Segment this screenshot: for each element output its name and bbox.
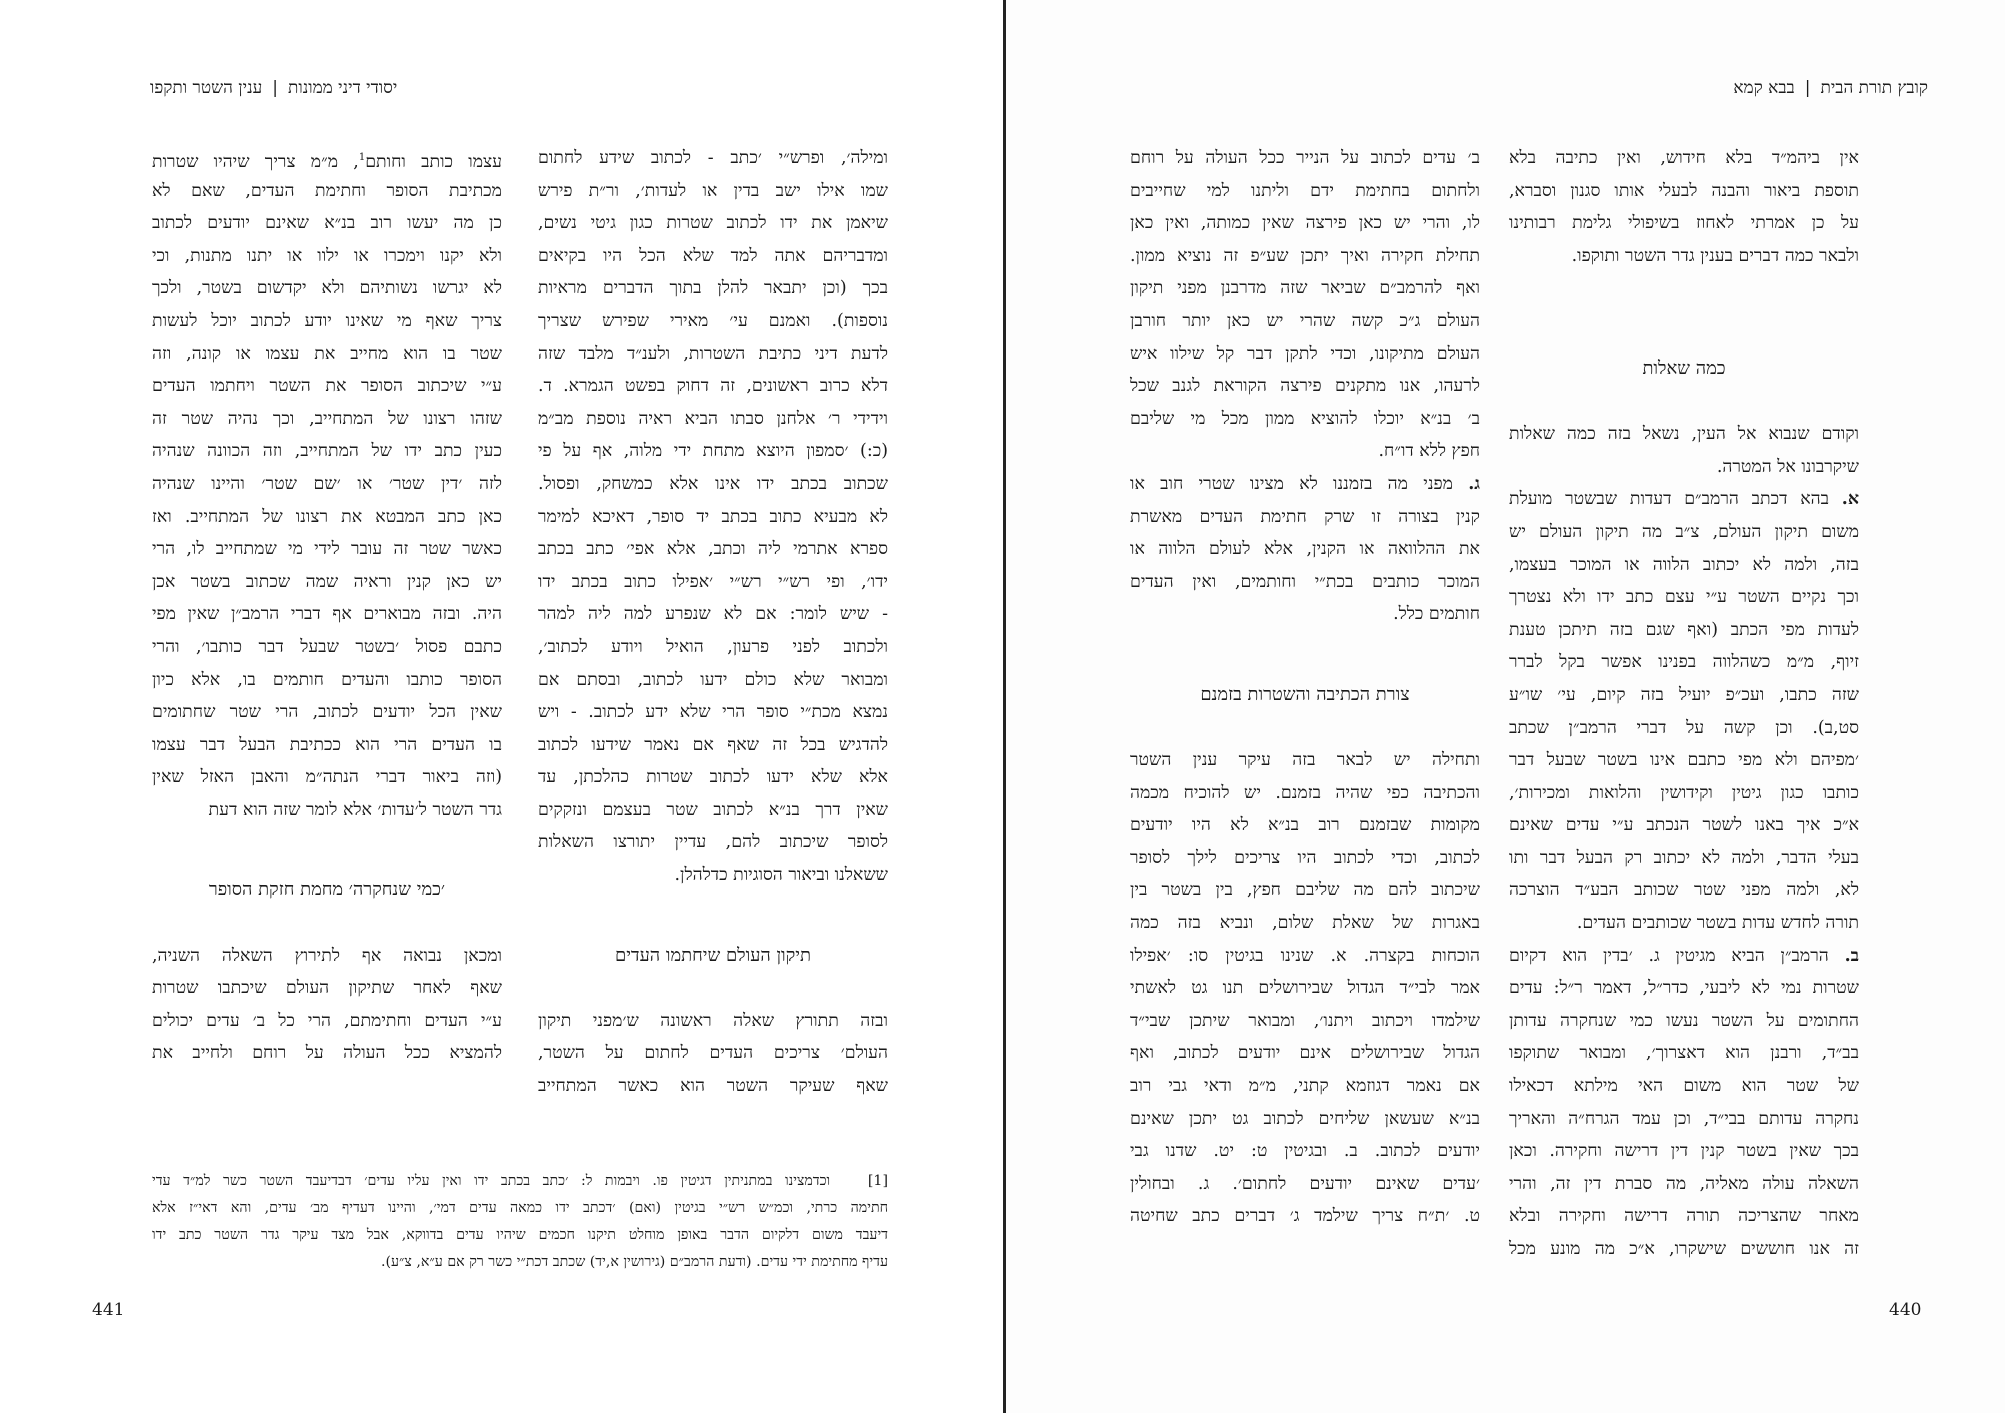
text-line: שיקרבונו אל המטרה. — [1716, 456, 1859, 477]
footnote-line: [1] וכדמצינו במתניתין דגיטין פו. ויבמות ל: ׳כתב בכתב ידו ואין עליו עדים׳ דבדיעבד השטר כשר למ״ד עדי — [152, 1173, 888, 1189]
journal-title: קובץ תורת הבית — [1820, 78, 1928, 98]
text-line: חפץ ללא דו״ח. — [1378, 441, 1480, 462]
right-page-left-column — [1130, 142, 1480, 1233]
text-line: (כ:) ׳סמפון היוצא מתחת ידי מלוה, אף על פי — [538, 441, 888, 462]
right-page — [1006, 0, 2005, 1413]
text-line: לזה ׳דין שטר׳ או ׳שם שטר׳ והיינו שנהיה — [152, 473, 502, 494]
text-line: אלא שלא ידעו לכתוב שטרות כהלכתן, עד — [538, 767, 888, 788]
text-line: שטר בו הוא מחייב את עצמו או קונה, וזה — [152, 343, 502, 364]
text-line: על כן אמרתי לאחוז בשיפולי גלימת רבותינו — [1509, 213, 1859, 234]
text-line: לרעהו, אנו מתקנים פירצה הקוראת לגנב שכל — [1130, 376, 1480, 397]
text-line: אמר לבי״ד הגדול שבירושלים תנו גט לאשתי — [1130, 978, 1480, 999]
text-line: בב״ד, ורבנן הוא דאצרוך׳, ומבואר שתוקפו — [1509, 1043, 1859, 1064]
text-line: לסופר שיכתוב להם, עדיין יתורצו השאלות — [538, 832, 888, 853]
series-title: יסודי דיני ממונות — [288, 78, 398, 98]
text-line: ובזה תתורץ שאלה ראשונה ש׳מפני תיקון — [538, 1010, 888, 1031]
text-line: ע״י העדים וחתימתם, הרי כל ב׳ עדים יכולים — [152, 1010, 502, 1031]
text-line: שאף שעיקר השטר הוא כאשר המתחייב — [538, 1076, 888, 1097]
spacer — [1509, 272, 1859, 320]
text-line: ומכאן נבואה אף לתירוץ השאלה השניה, — [152, 945, 502, 966]
text-line: שזהו רצונו של המתחייב, וכך נהיה שטר זה — [152, 408, 502, 429]
running-head-left — [150, 78, 397, 98]
right-page-right-column — [1509, 142, 1859, 1266]
text-line: להדגיש בכל זה שאף אם נאמר שידעו לכתוב — [538, 734, 888, 755]
text-line: ולבאר כמה דברים בענין גדר השטר ותוקפו. — [1571, 245, 1859, 266]
section-heading: תיקון העולם שיחתמו העדים — [614, 944, 811, 966]
page-number: 440 — [1889, 1300, 1922, 1320]
text-line: כן מה יעשו רוב בנ״א שאינם יודעים לכתוב — [152, 213, 502, 234]
text-line: העולם מתיקונו, וכדי לתקן דבר קל שילוו איש — [1130, 343, 1480, 364]
text-line: נמצא מכת״י סופר הרי שלא ידע לכתוב. - ויש — [538, 702, 888, 723]
text-line: את ההלוואה או הקנין, אלא לעולם הלווה או — [1130, 539, 1480, 560]
text-line: זיוף, מ״מ כשהלווה בפנינו אפשר בקל לברר — [1509, 652, 1859, 673]
spacer — [1130, 712, 1480, 745]
spacer — [1130, 631, 1480, 679]
footnote-line: עדיף מחתימת ידי עדים. (ודעת הרמב״ם (גירושין א,יד) שכתב דכת״י כשר רק אם ע״א, צ״ע). — [380, 1254, 888, 1270]
text-line: ותחילה יש לבאר בזה עיקר ענין השטר — [1130, 750, 1480, 771]
text-line: נוספות). ואמנם עי׳ מאירי שפירש שצריך — [538, 310, 888, 331]
text-line: לכתוב, וכדי לכתוב היו צריכים לילך לסופר — [1130, 847, 1480, 868]
text-line: אין ביהמ״ד בלא חידוש, ואין כתיבה בלא — [1509, 148, 1859, 168]
text-line: תחילת חקירה ואיך יתכן שע״פ זה נוציא ממון. — [1130, 245, 1480, 266]
text-line: משום תיקון העולם, צ״ב מה תיקון העולם יש — [1509, 521, 1859, 542]
text-line: לא מבעיא כתוב בכתב יד סופר, דאיכא למימר — [538, 506, 888, 527]
text-line: תורה לחדש עדות בשטר שכותבים העדים. — [1576, 913, 1859, 934]
footnote-line: חתימה כרתי, וכמ״ש רש״י בגיטין (ואם) ׳דכתב ידו כמאה עדים דמי׳, והיינו דעדיף מב׳ עדים, והא דאי״ז אלא — [152, 1200, 888, 1216]
text-line: גדר השטר ל׳עדות׳ אלא לומר שזה הוא דעת — [208, 799, 502, 820]
text-line: ב׳ עדים לכתוב על הנייר ככל העולה על רוחם — [1130, 148, 1480, 168]
spacer — [1509, 320, 1859, 353]
text-line: ומדבריהם אתה למד שלא הכל היו בקיאים — [538, 245, 888, 266]
text-line: (וזה ביאור דברי הנתה״מ והאבן האזל שאין — [152, 767, 502, 788]
text-line: בכך (וכן יתבאר להלן בתוך הדברים מראיות — [538, 278, 888, 299]
text-line: ידו׳, ופי רש״י רש״י ׳אפילו כתוב בכתב ידו — [538, 571, 888, 592]
text-line: ׳עדים שאינם יודעים לחתום׳. ג. ובחולין — [1130, 1173, 1480, 1194]
text-line: ומבואר שלא כולם ידעו לכתוב, ובסתם אם — [538, 669, 888, 690]
text-line: שכתוב בכתב ידו אינו אלא כמשחק, ופסול. — [538, 473, 888, 494]
text-line: הוכחות בקצרה. א. שנינו בגיטין סו: ׳אפילו — [1130, 945, 1480, 966]
text-line: מכתיבת הסופר וחתימת העדים, שאם לא — [152, 180, 502, 201]
text-line: כאן כתב המבטא את רצונו של המתחייב. ואז — [152, 506, 502, 527]
text-line: שמו אילו ישב בדין או לעדות׳, ור״ת פירש — [538, 180, 888, 201]
text-line: העולם׳ צריכים העדים לחתום על השטר, — [538, 1043, 888, 1064]
text-line: ששאלנו וביאור הסוגיות כדלהלן. — [674, 865, 888, 886]
tractate-title: בבא קמא — [1733, 78, 1795, 98]
text-line: מקומות שבזמנם רוב בנ״א לא היו יודעים — [1130, 815, 1480, 836]
text-line: וקודם שנבוא אל העין, נשאל בזה כמה שאלות — [1509, 424, 1859, 445]
text-line: כאשר שטר זה עובר לידי מי שמתחייב לו, הרי — [152, 539, 502, 560]
text-line: זה אנו חוששים שישקרו, א״כ מה מונע מכל — [1509, 1239, 1859, 1259]
text-line: ב׳ בנ״א יוכלו להוציא ממון מכל מי שליבם — [1130, 408, 1480, 429]
text-line: היה. ובזה מבוארים אף דברי הרמב״ן שאין מפי — [152, 604, 502, 625]
text-line: וכך נקיים השטר ע״י עצם כתב ידו ולא נצטרך — [1509, 587, 1859, 608]
text-line: ולא יקנו וימכרו או ילוו או יתנו מתנות, וכי — [152, 245, 502, 266]
topic-title: ענין השטר ותקפו — [150, 78, 263, 98]
section-heading: ׳כמי שנחקרה׳ מחמת חזקת הסופר — [208, 879, 446, 901]
text-line: ט. ׳ת״ח צריך שילמד ג׳ דברים כתב שחיטה — [1130, 1206, 1480, 1227]
text-line: שיאמן את ידו לכתוב שטרות כגון גיטי נשים, — [538, 213, 888, 234]
text-line: ספרא אתרמי ליה וכתב, אלא אפי׳ כתב בכתב — [538, 539, 888, 560]
text-line: חותמים כלל. — [1393, 604, 1480, 625]
text-line: באגרות של שאלת שלום, ונביא בזה כמה — [1130, 913, 1480, 934]
text-line: הגדול שבירושלים אינם יודעים לכתוב, ואף — [1130, 1043, 1480, 1064]
footnote-marker: [1] — [867, 1173, 888, 1189]
text-line: שטרות נמי לא ליבעי, כדר״ל, דאמר ר״ל: עדים — [1509, 978, 1859, 999]
item-label: א. — [1841, 489, 1859, 510]
text-line: ב. הרמב״ן הביא מגיטין ג. ׳בדין הוא דקיום — [1509, 945, 1859, 966]
text-line: שאין דרך בנ״א לכתוב שטר בעצמם ונזקקים — [538, 799, 888, 820]
text-line: יש כאן קנין וראיה שמה שכתוב בשטר אכן — [152, 571, 502, 592]
item-label: ג. — [1468, 473, 1480, 494]
text-line: כתבם פסול ׳בשטר שבעל דבר כותבו׳, והרי — [152, 636, 502, 657]
text-line: כעין כתב ידו של המתחייב, וזה הכוונה שנהיה — [152, 441, 502, 462]
text-line: שאף לאחר שתיקון העולם שיכתבו שטרות — [152, 978, 502, 999]
text-line: ואף להרמב״ם שביאר שזה מדרבנן מפני תיקון — [1130, 278, 1480, 299]
header-separator: | — [1804, 78, 1811, 98]
footnote-ref[interactable]: 1 — [358, 152, 366, 163]
text-line: לו, והרי יש כאן פירצה שאין כמותה, ואין כאן — [1130, 213, 1480, 234]
spacer — [1509, 386, 1859, 419]
text-line: לא, ולמה מפני שטר שכותב הבע״ד הוצרכה — [1509, 880, 1859, 901]
spacer — [152, 826, 502, 874]
page-number: 441 — [92, 1300, 125, 1320]
left-page-left-column — [152, 142, 502, 1070]
text-line: שזה כתבו, ועכ״פ יועיל בזה קיום, עי׳ שו״ע — [1509, 684, 1859, 705]
text-line: לדעת דיני כתיבת השטרות, ולענ״ד מלבד שזה — [538, 343, 888, 364]
running-head-right — [1733, 78, 1928, 98]
text-line: אם נאמר דגוזמא קתני, מ״מ ודאי גבי רוב — [1130, 1076, 1480, 1097]
text-line: - שיש לומר: אם לא שנפרע למה ליה למהר — [538, 604, 888, 625]
text-line: השאלה עולה מאליה, מה סברת דין זה, והרי — [1509, 1173, 1859, 1194]
text-line: ולחתום בחתימת ידם וליתנו למי שחייבים — [1130, 180, 1480, 201]
text-line: שילמדו ויכתוב ויתנו׳, ומבואר שיתכן שבי״ד — [1130, 1010, 1480, 1031]
header-separator: | — [272, 78, 278, 98]
text-line: תוספת ביאור והבנה לבעלי אותו סגנון וסברא, — [1509, 180, 1859, 201]
text-line: שיכתוב להם מה שליבם חפץ, בין בשטר בין — [1130, 880, 1480, 901]
text-line: עצמו כותב וחותם$^1$, מ״מ צריך שיהיו שטרות — [152, 151, 503, 172]
footnote — [152, 1168, 888, 1276]
text-line: ׳מפיהם ולא מפי כתבם אינו בשטר שבעל דבר — [1509, 750, 1859, 771]
text-line: בו העדים הרי הוא ככתיבת הבעל דבר עצמו — [152, 734, 502, 755]
spacer — [538, 892, 888, 940]
text-line: מאחר שהצריכה תורה דרישה וחקירה ובלא — [1509, 1206, 1859, 1227]
text-line: א״כ איך באנו לשטר הנכתב ע״י עדים שאינם — [1509, 815, 1859, 836]
text-line: וידידי ר׳ אלחנן סבתו הביא ראיה נוספת מב״מ — [538, 408, 888, 429]
text-line: דלא כרוב ראשונים, זה דחוק בפשט הגמרא. ד. — [538, 376, 888, 397]
text-line: העולם ג״כ קשה שהרי יש כאן יותר חורבן — [1130, 310, 1480, 331]
text-line: להמציא ככל העולה על רוחם ולחייב את — [152, 1043, 502, 1064]
text-line: בנ״א שעשאן שליחים לכתוב גט יתכן שאינם — [1130, 1108, 1480, 1129]
spacer — [538, 972, 888, 1005]
text-line: בזה, ולמה לא יכתוב הלווה או המוכר בעצמו, — [1509, 554, 1859, 575]
text-line: נחקרה עדותם בבי״ד, וכן עמד הגרח״ה והאריך — [1509, 1108, 1859, 1129]
text-line: המוכר כותבים בכת״י וחותמים, ואין העדים — [1130, 571, 1480, 592]
text-line: הסופר כותבו והעדים חותמים בו, אלא כיון — [152, 669, 502, 690]
section-heading: כמה שאלות — [1642, 357, 1726, 379]
text-line: החתומים על השטר נעשו כמי שנחקרה עדותן — [1509, 1010, 1859, 1031]
text-line: בעלי הדבר, ולמה לא יכתוב רק הבעל דבר ותו — [1509, 847, 1859, 868]
text-line: בכך שאין בשטר קנין דין דרישה וחקירה. וכאן — [1509, 1141, 1859, 1162]
text-line: של שטר הוא משום האי מילתא דכאילו — [1509, 1076, 1859, 1097]
text-line: ג. מפני מה בזמננו לא מצינו שטרי חוב או — [1130, 473, 1480, 494]
item-label: ב. — [1844, 945, 1859, 966]
text-line: יודעים לכתוב. ב. ובגיטין ט: יט. שדנו גבי — [1130, 1141, 1480, 1162]
text-line: לעדות מפי הכתב (ואף שגם בזה תיתכן טענת — [1509, 619, 1859, 640]
section-heading: צורת הכתיבה והשטרות בזמנם — [1200, 683, 1410, 705]
footnote-line: דיעבד משום דלקיום הדבר באופן מוחלט תיקנו חכמים שיהיו עדים בדווקא, אבל מצד עיקר גדר השטר כתב ידו — [152, 1227, 888, 1243]
text-line: א. בהא דכתב הרמב״ם דעדות שבשטר מועלת — [1509, 489, 1859, 510]
text-line: ומילה׳, ופרש״י ׳כתב - לכתוב שידע לחתום — [538, 148, 888, 168]
text-line: סט,ב). וכן קשה על דברי הרמב״ן שכתב — [1509, 717, 1859, 738]
text-line: לא יגרשו נשותיהם ולא יקדשום בשטר, ולכך — [152, 278, 502, 299]
text-line: שאין הכל יודעים לכתוב, הרי שטר שחתומים — [152, 702, 502, 723]
left-page-right-column — [538, 142, 888, 1103]
text-line: כותבו כגון גיטין וקידושין והלואות ומכירות׳, — [1509, 782, 1859, 803]
text-line: קנין בצורה זו שרק חתימת העדים מאשרת — [1130, 506, 1480, 527]
text-line: והכתיבה כפי שהיה בזמנם. יש להוכיח מכמה — [1130, 782, 1480, 803]
text-line: ע״י שיכתוב הסופר את השטר ויחתמו העדים — [152, 376, 502, 397]
text-line: צריך שאף מי שאינו יודע לכתוב יוכל לעשות — [152, 310, 502, 331]
text-line: ולכתוב לפני פרעון, הואיל ויודע לכתוב׳, — [538, 636, 888, 657]
spacer — [152, 907, 502, 940]
